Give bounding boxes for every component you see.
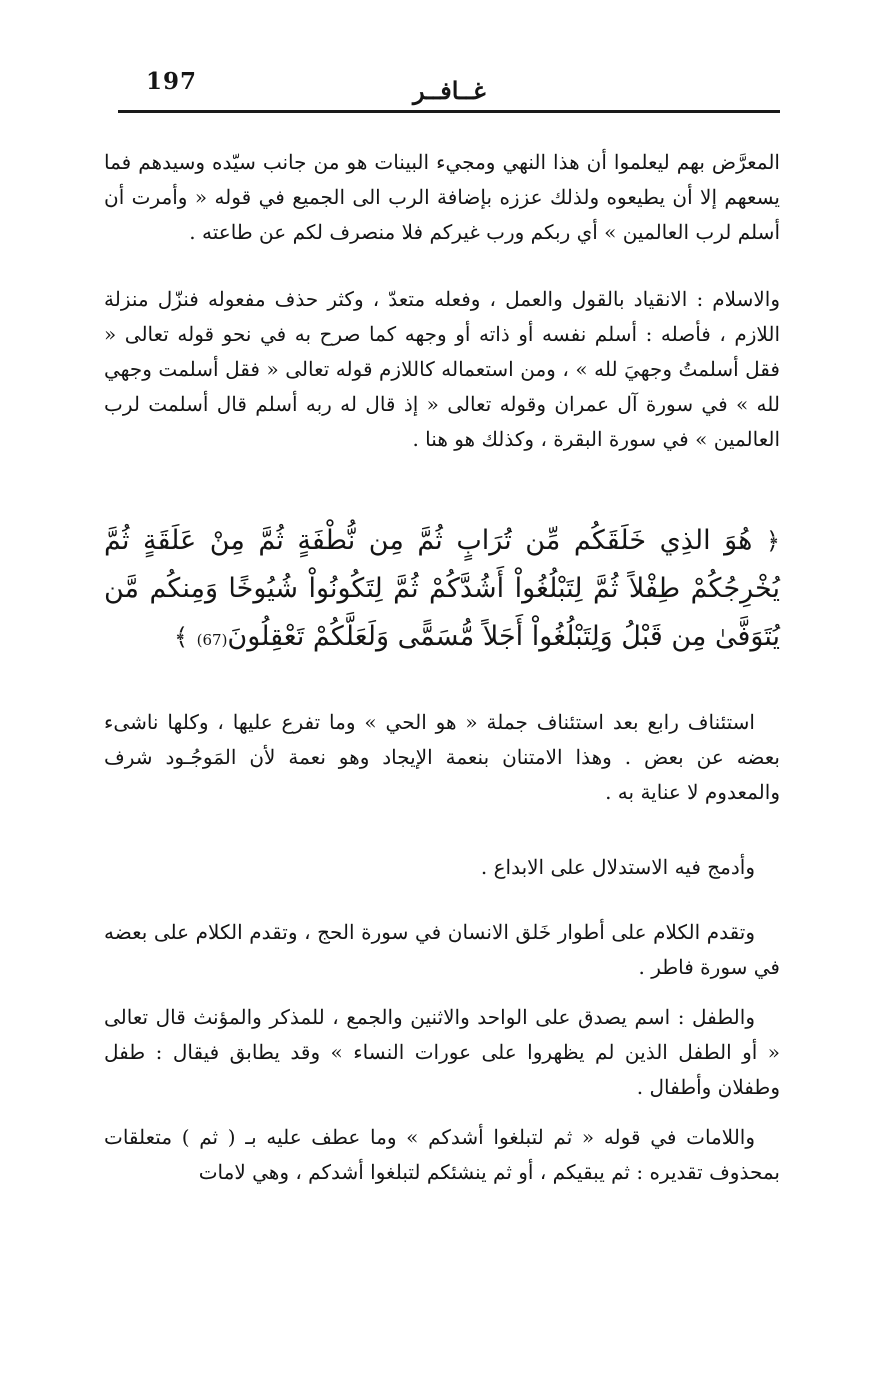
quran-verse	[104, 517, 780, 664]
paragraph: واللامات في قوله « ثم لتبلغوا أشدكم » وما عطف عليه بـ ( ثم ) متعلقات بمحذوف تقديره : ثم يبقيكم ، أو ثم ينشئكم لتبلغوا أشدكم ، وهي لامات	[104, 1125, 780, 1184]
paragraph: وتقدم الكلام على أطوار خَلق الانسان في سورة الحج ، وتقدم الكلام على بعضه في سورة فاطر .	[104, 920, 780, 979]
paragraph: استئناف رابع بعد استئناف جملة « هو الحي » وما تفرع عليها ، وكلها ناشىء بعضه عن بعض . وهذا الامتنان بنعمة الإيجاد وهو نعمة لأن المَوجُـود شرف والمعدوم لا عناية به .	[104, 710, 780, 804]
paragraph: والطفل : اسم يصدق على الواحد والاثنين والجمع ، للمذكر والمؤنث قال تعالى « أو الطفل الذين لم يظهروا على عورات النساء » وقد يطابق فيقال : طفل وطفلان وأطفال .	[104, 1005, 780, 1099]
verse-close-ornament: ﴾	[173, 623, 189, 651]
verse-open-ornament: ﴿	[765, 527, 780, 555]
verse-number: (67)	[196, 631, 228, 649]
surah-title: غــافــر	[413, 76, 486, 105]
paragraph: المعرَّض بهم ليعلموا أن هذا النهي ومجيء البينات هو من جانب سيّده وسيدهم فما يسعهم إلا أن يطيعوه ولذلك عززه بإضافة الرب الى الجميع في قوله « وأمرت أن أسلم لرب العالمين » أي ربكم ورب غيركم فلا منصرف لكم عن طاعته .	[104, 150, 780, 244]
paragraph: وأدمج فيه الاستدلال على الابداع .	[480, 855, 755, 879]
page-header	[118, 68, 780, 113]
paragraph: والاسلام : الانقياد بالقول والعمل ، وفعله متعدّ ، وكثر حذف مفعوله فنزّل منزلة اللازم ، فأصله : أسلم نفسه أو ذاته أو وجهه كما صرح به في نحو قوله تعالى « فقل أسلمتُ وجهيَ لله » ، ومن استعماله كاللازم قوله تعالى « فقل أسلمت وجهي لله » في سورة آل عمران وقوله تعالى « إذ قال له ربه أسلم قال أسلمت لرب العالمين » في سورة البقرة ، وكذلك هو هنا .	[104, 287, 780, 451]
verse-text: هُوَ الذِي خَلَقَكُم مِّن تُرَابٍ ثُمَّ مِن نُّطْفَةٍ ثُمَّ مِنْ عَلَقَةٍ ثُمَّ يُخْرِجُكُمْ طِفْلاً ثُمَّ لِتَبْلُغُواْ أَشُدَّكُمْ ثُمَّ لِتَكُونُواْ شُيُوخًا وَمِنكُم مَّن يُتَوَفَّىٰ مِن قَبْلُ وَلِتَبْلُغُواْ أَجَلاً مُّسَمًّى وَلَعَلَّكُمْ تَعْقِلُونَ	[104, 525, 780, 652]
page-number: 197	[146, 68, 198, 95]
